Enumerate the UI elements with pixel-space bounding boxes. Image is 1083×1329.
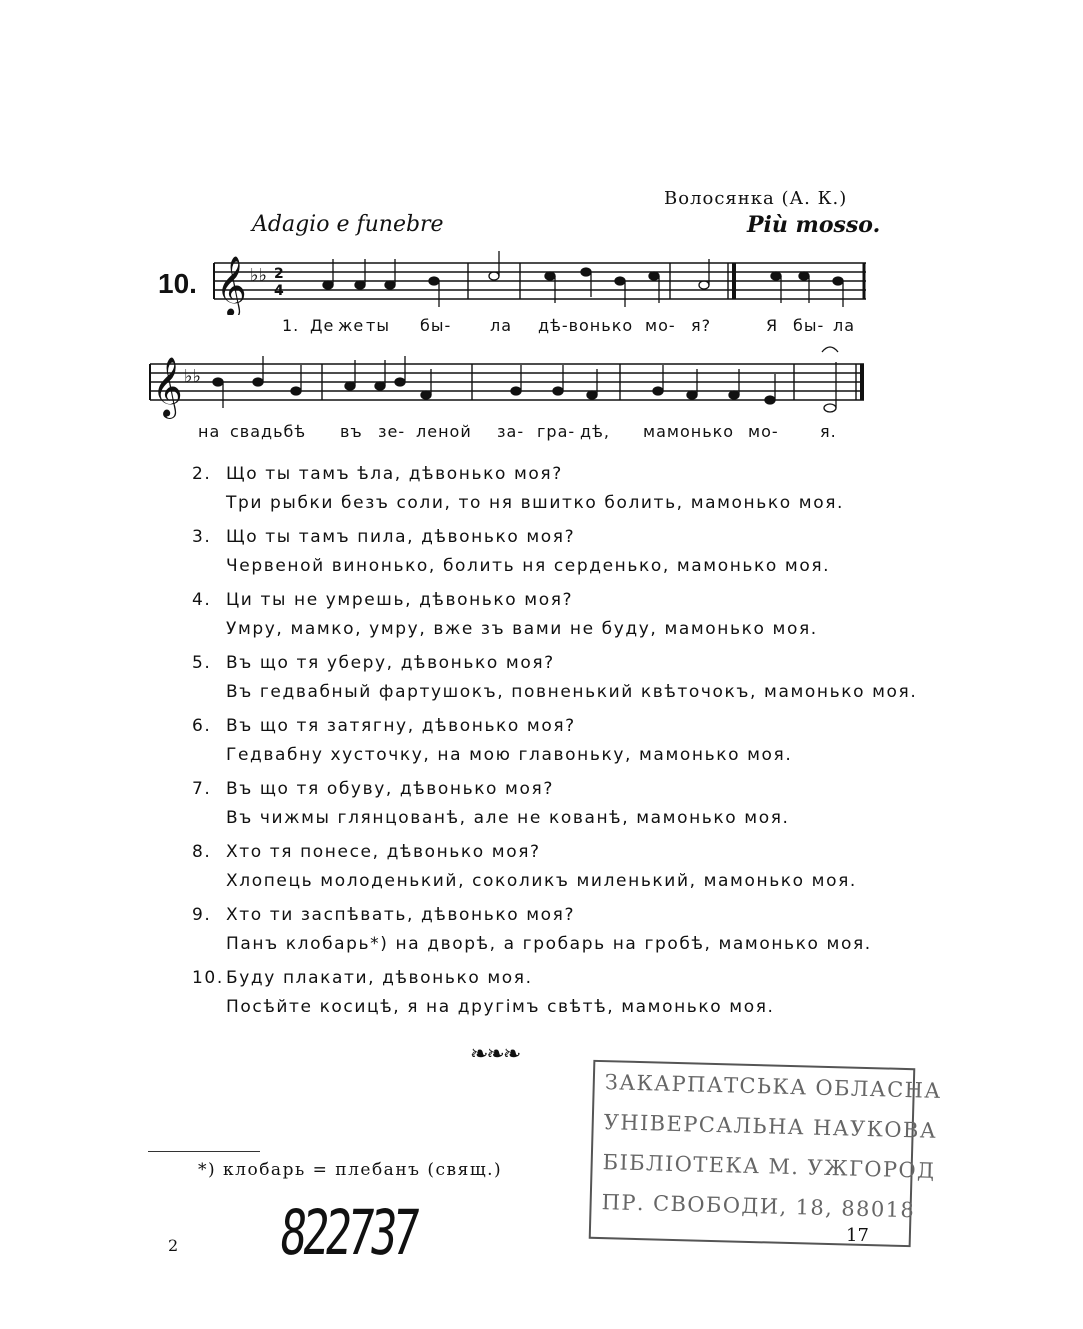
handwritten-inventory-number: 822737: [276, 1196, 420, 1269]
verse-line-1: Хто ти заспѣвать, дѣвонько моя?: [226, 905, 576, 925]
verse-number: 6.: [192, 716, 212, 736]
verse-number: 9.: [192, 905, 212, 925]
verse-line-1: Ци ты не умрешь, дѣвонько моя?: [226, 590, 574, 610]
lyric-syllable: же: [338, 316, 365, 335]
treble-clef-icon: 𝄞: [152, 357, 183, 417]
time-signature-top: 2: [274, 266, 284, 282]
stamp-line: ЗАКАРПАТСЬКА ОБЛАСНА: [604, 1070, 942, 1103]
notes-staff-2: [213, 347, 838, 412]
lyric-syllable: бы-: [793, 316, 825, 335]
lyric-syllable: дѣ,: [580, 422, 610, 441]
stamp-line: ПР. СВОБОДИ, 18, 88018: [601, 1190, 916, 1223]
stamp-line: УНІВЕРСАЛЬНА НАУКОВА: [603, 1110, 938, 1143]
page-number-left: 2: [168, 1236, 179, 1255]
lyric-syllable: леной: [416, 422, 472, 441]
verse-line-1: Що ты тамъ пила, дѣвонько моя?: [226, 527, 576, 547]
library-stamp: [589, 1060, 942, 1247]
ornament-divider: ❧❧❧: [470, 1042, 520, 1067]
lyric-syllable: мо-: [645, 316, 676, 335]
verse: [192, 712, 932, 770]
music-staff-1: [200, 245, 880, 315]
song-attribution: Волосянка (А. К.): [664, 188, 848, 209]
lyric-syllable: Де: [310, 316, 335, 335]
verse-line-1: Хто тя понесе, дѣвонько моя?: [226, 842, 541, 862]
verse-number: 7.: [192, 779, 212, 799]
verses-list: [192, 460, 932, 1027]
song-number: 10.: [158, 268, 197, 299]
lyric-syllable: дѣ-вонько: [538, 316, 634, 335]
flat-sign-icon: ♭♭: [184, 366, 201, 387]
verse-line-1: Въ що тя обуву, дѣвонько моя?: [226, 779, 554, 799]
verse-line-2: Гедвабну хусточку, на мою главоньку, мамонько моя.: [226, 745, 793, 765]
verse-number: 8.: [192, 842, 212, 862]
tempo-marking-change: Più mosso.: [747, 212, 881, 238]
lyric-syllable: ла: [490, 316, 513, 335]
verse-line-2: Три рыбки безъ соли, то ня вшитко болить, мамонько моя.: [226, 493, 845, 513]
lyric-syllable: 1.: [282, 316, 300, 335]
verse-line-1: Що ты тамъ ѣла, дѣвонько моя?: [226, 464, 563, 484]
verse: [192, 838, 932, 896]
lyric-syllable: на: [198, 422, 221, 441]
verse-line-2: Посѣйте косицѣ, я на другімъ свѣтѣ, мамонько моя.: [226, 997, 775, 1017]
lyric-syllable: свадьбѣ: [230, 422, 307, 441]
verse: [192, 649, 932, 707]
lyric-syllable: въ: [340, 422, 363, 441]
lyric-syllable: ты: [366, 316, 390, 335]
treble-clef-icon: 𝄞: [216, 256, 247, 315]
verse-line-2: Панъ клобарь*) на дворѣ, а гробарь на гробѣ, мамонько моя.: [226, 934, 872, 954]
lyric-syllable: я.: [820, 422, 837, 441]
page-number-right: 17: [846, 1225, 869, 1246]
verse-number: 2.: [192, 464, 212, 484]
verse-line-2: Въ чижмы глянцованѣ, але не кованѣ, мамонько моя.: [226, 808, 790, 828]
verse: [192, 523, 932, 581]
music-staff-2: [144, 340, 869, 420]
flat-sign-icon: ♭♭: [250, 265, 267, 286]
verse: [192, 901, 932, 959]
verse-line-2: Умру, мамко, умру, вже зъ вами не буду, мамонько моя.: [226, 619, 818, 639]
time-signature-bottom: 4: [274, 283, 284, 299]
verse: [192, 775, 932, 833]
lyric-syllable: Я: [766, 316, 779, 335]
verse: [192, 460, 932, 518]
verse-line-2: Червеной винонько, болить ня серденько, мамонько моя.: [226, 556, 831, 576]
verse-number: 3.: [192, 527, 212, 547]
tempo-marking-start: Adagio e funebre: [252, 212, 444, 237]
verse-line-1: Въ що тя затягну, дѣвонько моя?: [226, 716, 576, 736]
lyric-syllable: мамонько: [643, 422, 735, 441]
verse-line-2: Хлопець молоденький, соколикъ миленький, мамонько моя.: [226, 871, 857, 891]
verse-line-1: Буду плакати, дѣвонько моя.: [226, 968, 533, 988]
verse: [192, 964, 932, 1022]
verse-number: 10.: [192, 968, 224, 988]
verse-line-2: Въ гедвабный фартушокъ, повненький квѣточокъ, мамонько моя.: [226, 682, 918, 702]
lyric-syllable: мо-: [748, 422, 779, 441]
lyric-syllable: я?: [691, 316, 712, 335]
footnote: *) клобарь = плебанъ (свящ.): [198, 1160, 503, 1180]
footnote-rule: [148, 1151, 260, 1152]
verse: [192, 586, 932, 644]
verse-line-1: Въ що тя уберу, дѣвонько моя?: [226, 653, 555, 673]
stamp-line: БІБЛІОТЕКА М. УЖГОРОД: [602, 1150, 936, 1183]
lyric-syllable: зе-: [378, 422, 406, 441]
lyric-syllable: за-: [497, 422, 525, 441]
lyric-syllable: гра-: [537, 422, 576, 441]
verse-number: 4.: [192, 590, 212, 610]
verse-number: 5.: [192, 653, 212, 673]
lyric-syllable: бы-: [420, 316, 452, 335]
lyric-syllable: ла: [833, 316, 856, 335]
